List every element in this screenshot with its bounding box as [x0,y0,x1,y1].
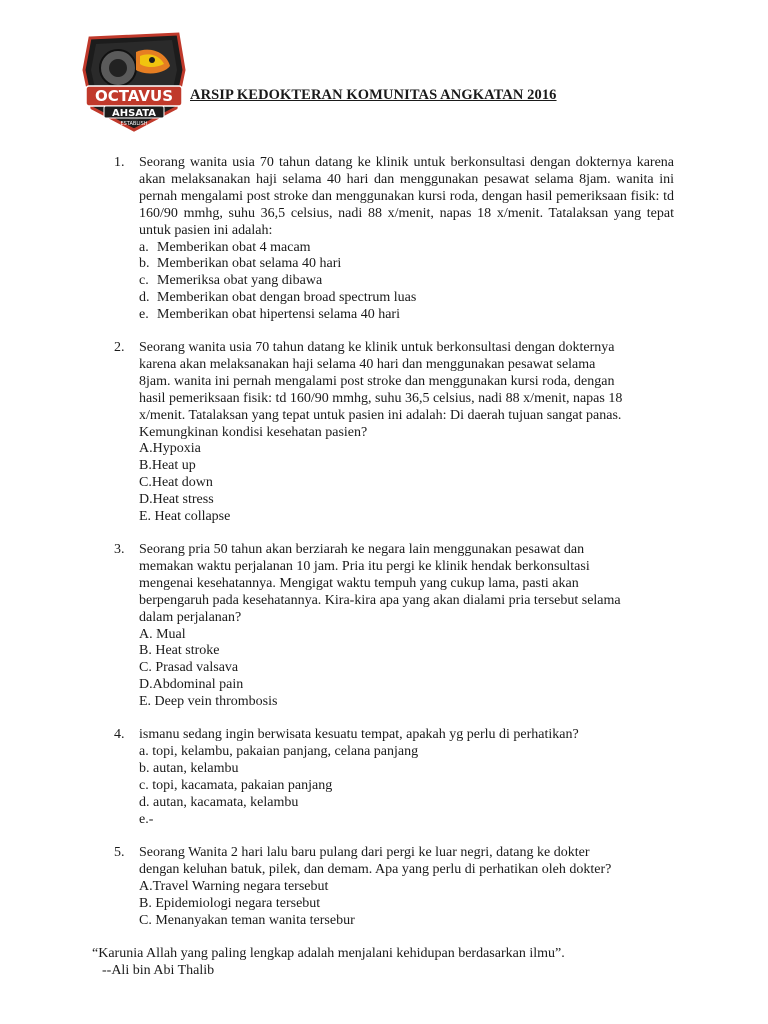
question-5 [114,845,674,930]
question-stem-line: Kemungkinan kondisi kesehatan pasien? [139,424,368,440]
page-title: ARSIP KEDOKTERAN KOMUNITAS ANGKATAN 2016 [190,87,557,103]
logo-text-establish: ESTABLISH [120,121,148,127]
option-e: E. Deep vein thrombosis [139,694,278,710]
option-c: C. Menanyakan teman wanita tersebur [139,912,355,928]
option-c: C.Heat down [139,475,213,491]
option-a: A. Mual [139,626,186,642]
question-1 [114,155,674,324]
question-number: 5. [114,845,125,860]
option-b: B. Heat stroke [139,643,220,659]
question-3 [114,542,674,711]
question-number: 1. [114,155,125,170]
question-4 [114,727,674,828]
question-number: 3. [114,542,125,557]
option-e: e.- [139,811,154,827]
option-b: B.Heat up [139,458,196,474]
question-stem-line: mengenai kesehatannya. Mengigat waktu tempuh yang cukup lama, pasti akan [139,575,579,591]
question-stem-line: Seorang wanita usia 70 tahun datang ke klinik untuk berkonsultasi dengan dokternya [139,340,615,355]
option-a: A.Travel Warning negara tersebut [139,878,329,894]
logo-text-ahsata: AHSATA [111,108,157,119]
question-stem-line: dengan keluhan batuk, pilek, dan demam. Apa yang perlu di perhatikan oleh dokter? [139,861,612,877]
option-a: a. topi, kelambu, pakaian panjang, celana panjang [139,743,419,759]
question-stem-line: hasil pemeriksaan fisik: td 160/90 mmhg, suhu 36,5 celsius, nadi 88 x/menit, napas 18 [139,390,623,406]
logo-text-octavus: OCTAVUS [94,87,174,105]
quote-text: “Karunia Allah yang paling lengkap adalah menjalani kehidupan berdasarkan ilmu”. [92,946,565,961]
question-stem-line: karena akan melaksanakan haji selama 40 hari dan menggunakan pesawat selama [139,356,596,372]
option-d: d. Memberikan obat dengan broad spectrum luas [139,290,417,306]
question-number: 2. [114,340,125,355]
quote-author: --Ali bin Abi Thalib [102,963,215,978]
option-d: D.Abdominal pain [139,677,244,693]
octavus-ahsata-logo [80,30,188,132]
option-c: c. topi, kacamata, pakaian panjang [139,777,333,793]
option-e: E. Heat collapse [139,509,231,525]
option-b: B. Epidemiologi negara tersebut [139,895,321,911]
question-stem-line: x/menit. Tatalaksan yang tepat untuk pasien ini adalah: Di daerah tujuan sangat panas. [139,407,622,423]
question-stem-line: 8jam. wanita ini pernah mengalami post stroke dan menggunakan kursi roda, dengan [139,373,615,389]
option-b: b. autan, kelambu [139,760,239,776]
question-stem-line: ismanu sedang ingin berwisata kesuatu tempat, apakah yg perlu di perhatikan? [139,727,579,742]
option-d: D.Heat stress [139,492,214,508]
question-2 [114,340,674,526]
question-stem-line: Seorang pria 50 tahun akan berziarah ke negara lain menggunakan pesawat dan [139,542,585,557]
option-d: d. autan, kacamata, kelambu [139,794,299,810]
option-c: c. Memeriksa obat yang dibawa [139,273,323,289]
question-stem-line: dalam perjalanan? [139,609,242,625]
closing-quote [92,945,565,979]
option-b: b. Memberikan obat selama 40 hari [139,256,342,272]
question-stem-line: berpengaruh pada kesehatannya. Kira-kira apa yang akan dialami pria tersebut selama [139,592,621,608]
question-stem-line: Seorang Wanita 2 hari lalu baru pulang dari pergi ke luar negri, datang ke dokter [139,845,590,860]
option-c: C. Prasad valsava [139,660,239,676]
question-stem: Seorang wanita usia 70 tahun datang ke klinik untuk berkonsultasi dengan dokternya karena akan melaksanakan haji selama 40 hari dan menggunakan pesawat selama 8jam. wanita ini pernah mengalami post stroke dan menggunakan kursi roda, dengan hasil pemeriksaan fisik: td 160/90 mmhg, suhu 36,5 celsius, nadi 88 x/menit, napas 18 x/menit. Tatalaksan yang tepat untuk pasien ini adalah: [139,155,674,238]
option-a: a. Memberikan obat 4 macam [139,239,311,255]
option-e: e. Memberikan obat hipertensi selama 40 hari [139,307,400,323]
question-stem-line: memakan waktu perjalanan 10 jam. Pria itu pergi ke klinik hendak berkonsultasi [139,558,590,574]
option-a: A.Hypoxia [139,441,201,457]
question-number: 4. [114,727,125,742]
